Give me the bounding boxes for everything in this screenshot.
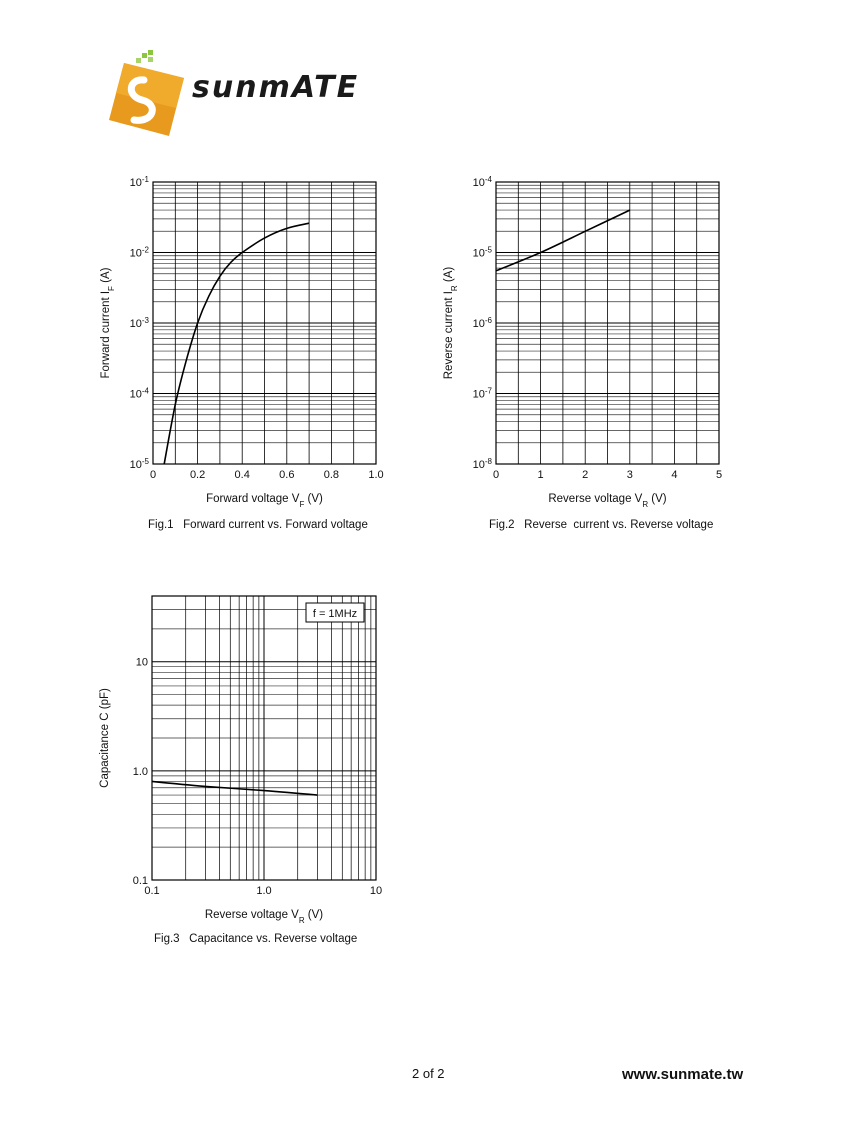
fig2-svg (440, 170, 740, 510)
fig3-annotation (306, 603, 364, 622)
fig2-grid (496, 182, 719, 464)
fig1-x-tick: 0.4 (234, 469, 250, 481)
fig1-grid (153, 182, 376, 464)
fig3-y-axis-label: Capacitance C (pF) (99, 688, 111, 788)
fig1-y-tick: $10^{-4}$ (129, 386, 149, 401)
fig1-y-tick: $10^{-1}$ (129, 174, 149, 189)
fig3-series-line (152, 781, 317, 795)
fig3-x-tick: 1.0 (256, 885, 272, 897)
fig3-chart (100, 585, 400, 930)
fig1-x-axis-label: Forward voltage $V_F$ (V) (206, 493, 323, 509)
fig2-x-tick: 0 (492, 469, 500, 481)
fig2-x-tick: 5 (715, 469, 723, 481)
logo-text: sunmATE (192, 70, 360, 105)
sunmate-logo (104, 48, 374, 138)
fig3-caption: Fig.3 Capacitance vs. Reverse voltage (154, 933, 358, 945)
fig2-x-tick: 2 (582, 469, 589, 481)
fig1-x-tick: 0.6 (279, 469, 295, 481)
fig3-x-axis-label: Reverse voltage $V_R$ (V) (204, 909, 324, 925)
fig2-caption: Fig.2 Reverse current vs. Reverse voltage (489, 519, 714, 531)
fig3-svg (100, 585, 400, 925)
fig3-y-tick: 0.1 (132, 875, 148, 887)
fig2-y-tick: $10^{-7}$ (472, 386, 492, 401)
fig3-y-tick: 10 (135, 656, 148, 669)
fig2-y-tick: $10^{-8}$ (472, 456, 492, 471)
fig2-chart (440, 170, 740, 515)
fig2-y-tick: $10^{-6}$ (472, 315, 492, 330)
fig3-y-tick: 1.0 (132, 765, 148, 778)
fig2-x-tick: 1 (537, 469, 544, 481)
fig3-grid (152, 596, 376, 880)
website-url: www.sunmate.tw (622, 1066, 744, 1083)
fig1-y-axis-label: Forward current $I_F$ (A) (100, 267, 116, 379)
fig2-x-tick: 4 (671, 469, 678, 481)
fig3-x-tick: 0.1 (144, 885, 160, 897)
fig1-x-tick: 1.0 (368, 469, 384, 481)
fig2-y-tick: $10^{-5}$ (472, 245, 492, 260)
fig2-y-axis-label: Reverse current $I_R$ (A) (443, 266, 459, 380)
fig1-caption: Fig.1 Forward current vs. Forward voltage (148, 519, 368, 531)
fig3-x-tick: 10 (369, 885, 383, 897)
fig1-svg (90, 170, 400, 510)
fig1-y-tick: $10^{-3}$ (129, 315, 149, 330)
fig3-annotation-text: f = 1MHz (312, 608, 358, 620)
fig2-x-tick: 3 (626, 469, 633, 481)
page-number: 2 of 2 (412, 1066, 445, 1081)
fig1-y-tick: $10^{-5}$ (129, 456, 149, 471)
fig1-x-tick: 0.2 (189, 469, 206, 481)
fig2-x-axis-label: Reverse voltage $V_R$ (V) (548, 493, 667, 509)
fig1-y-tick: $10^{-2}$ (129, 245, 149, 260)
fig1-x-tick: 0 (149, 469, 157, 481)
fig2-y-tick: $10^{-4}$ (472, 174, 492, 189)
logo-mark-icon (104, 48, 194, 138)
fig1-x-tick: 0.8 (323, 469, 340, 481)
fig1-chart (90, 170, 400, 515)
